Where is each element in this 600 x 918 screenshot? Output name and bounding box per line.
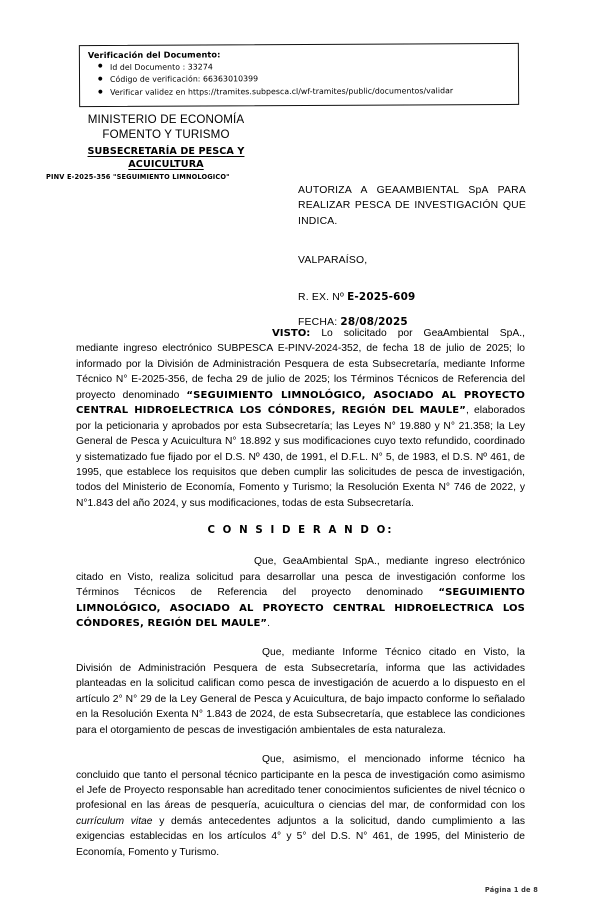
visto-label: VISTO: — [272, 328, 311, 339]
resolution-number-value: E-2025-609 — [347, 291, 416, 304]
resolution-subject: AUTORIZA A GEAAMBIENTAL SpA PARA REALIZAR PESCA DE INVESTIGACIÓN QUE INDICA. — [298, 185, 526, 227]
resolution-date-label: FECHA: — [298, 317, 338, 329]
subsecretaria-line-1: SUBSECRETARÍA DE PESCA Y — [87, 146, 245, 157]
c1-text-a: Que, GeaAmbiental SpA., mediante ingreso electrónico citado en Visto, realiza solicitud para desarrollar una pesca de investigación conforme los Términos Técnicos de Referencia del proyecto denominado — [76, 556, 525, 599]
considerando-heading: C O N S I D E R A N D O: — [207, 525, 394, 537]
paragraph-considerando-1 — [76, 554, 525, 631]
subsecretaria-heading — [46, 146, 286, 172]
verification-box — [79, 43, 519, 107]
c3-text-b: y demás antecedentes adjuntos a la solicitud, dando cumplimiento a las exigencias establecidas en los artículos 4° y 5° del D.S. N° 461, de 1995, del Ministerio de Economía, Fomento y Turismo. — [76, 815, 525, 858]
visto-text-b: , elaborados por la peticionaria y aprobados por esta Subsecretaría; las Leyes N° 19.880 y N° 21.358; la Ley General de Pesca y Acuicultura N° 18.892 y sus modificaciones cuyo texto refundido, coordinado y sistematizado fue fijado por el D.S. Nº 430, de 1991, el D.F.L. N° 5, de 1983, el D.S. Nº 461, de 1995, que establece los requisitos que deben cumplir las solicitudes de pesca de investigación, todos del Ministerio de Economía, Fomento y Turismo; la Resolución Exenta N° 746 de 2022, y N°1.843 del año 2024, y sus modificaciones, todas de esta Subsecretaría. — [76, 405, 525, 509]
c1-text-b: . — [267, 618, 271, 629]
resolution-number-label: R. EX. Nº — [298, 292, 345, 304]
resolution-date-value: 28/08/2025 — [340, 316, 408, 329]
verification-item-id: ● Id del Documento : 33274 — [110, 60, 512, 75]
verification-item-code: ● Código de verificación: 66363010399 — [110, 72, 512, 87]
ministry-line-1: MINISTERIO DE ECONOMÍA — [87, 113, 245, 126]
verification-list — [88, 60, 512, 100]
ministry-line-2: FOMENTO Y TURISMO — [102, 127, 230, 141]
paragraph-visto — [76, 326, 525, 511]
project-code: PINV E-2025-356 "SEGUIMIENTO LIMNOLOGICO" — [46, 173, 230, 181]
c3-text-a: Que, asimismo, el mencionado informe técnico ha concluido que tanto el personal técnico participante en la pesca de investigación como asimismo el Jefe de Proyecto responsable han acreditado tener conocimientos suficientes de nivel técnico o profesional en las áreas de pesquería, acuicultura o ciencias del mar, de conformidad con los — [76, 754, 525, 812]
resolution-number-line — [298, 291, 526, 303]
visto-project-name: “SEGUIMIENTO LIMNOLÓGICO, ASOCIADO AL PROYECTO CENTRAL HIDROELECTRICA LOS CÓNDORES, REGIÓN DEL MAULE” — [76, 389, 525, 417]
verification-title: Verificación del Documento: — [87, 49, 221, 61]
c3-italic-term: currículum vitae — [76, 815, 153, 827]
subsecretaria-line-2: ACUICULTURA — [128, 158, 204, 170]
c2-text: Que, mediante Informe Técnico citado en Visto, la División de Administración Pesquera de esta Subsecretaría, informa que las actividades planteadas en la solicitud califican como pesca de investigación de acuerdo a lo dispuesto en el artículo 2° N° 29 de la Ley General de Pesca y Acuicultura, de bajo impacto conforme lo señalado en la Resolución Exenta N° 1.843 de 2024, de esta Subsecretaría, que establece las condiciones para el otorgamiento de pescas de investigación ambientales de esta naturaleza. — [76, 647, 525, 736]
c1-project-name: “SEGUIMIENTO LIMNOLÓGICO, ASOCIADO AL PROYECTO CENTRAL HIDROELECTRICA LOS CÓNDORES, REGIÓN DEL MAULE” — [76, 587, 525, 629]
visto-text-a: Lo solicitado por GeaAmbiental SpA., mediante ingreso electrónico SUBPESCA E-PINV-2024-352, de fecha 18 de julio de 2025; lo informado por la División de Administración Pesquera de esta Subsecretaría, mediante Informe Técnico N° E-2025-356, de fecha 29 de julio de 2025; los Términos Técnicos de Referencia del proyecto denominado — [76, 328, 525, 401]
resolution-place: VALPARAÍSO, — [298, 255, 368, 267]
ministry-heading — [46, 113, 286, 143]
verification-item-url: ● Verificar validez en https://tramites.subpesca.cl/wf-tramites/public/documentos/validar — [110, 85, 512, 100]
document-body — [76, 326, 525, 874]
page-number: Página 1 de 8 — [484, 886, 538, 894]
paragraph-considerando-3 — [76, 752, 525, 860]
paragraph-considerando-2 — [76, 645, 525, 738]
resolution-header-block — [298, 183, 526, 328]
